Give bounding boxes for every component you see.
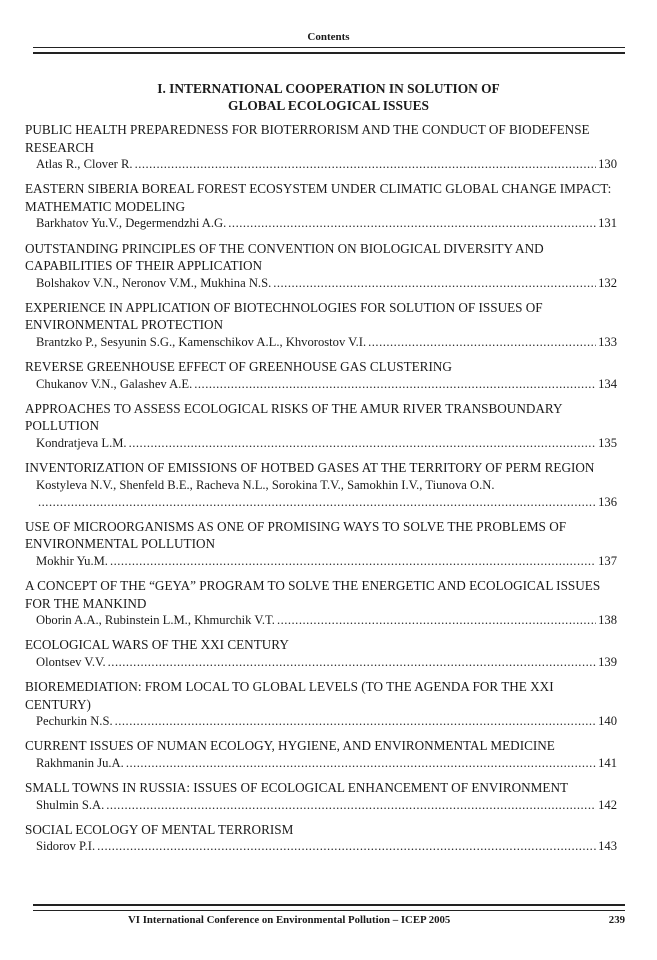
entry-author-line xyxy=(25,553,617,570)
entry-authors: Atlas R., Clover R. xyxy=(36,157,133,172)
contents-entry[interactable] xyxy=(25,577,617,629)
entry-title: A CONCEPT OF THE “GEYA” PROGRAM TO SOLVE THE ENERGETIC AND ECOLOGICAL ISSUES FOR THE MANKIND xyxy=(25,578,601,611)
dot-leader xyxy=(273,275,596,292)
entry-title: USE OF MICROORGANISMS AS ONE OF PROMISING WAYS TO SOLVE THE PROBLEMS OF ENVIRONMENTAL POLLUTION xyxy=(25,518,567,552)
entry-authors: Sidorov P.I. xyxy=(36,839,96,854)
entry-page-number: 140 xyxy=(598,714,617,729)
entry-page-number: 130 xyxy=(598,157,617,172)
entry-page-number: 132 xyxy=(598,275,617,290)
entry-authors: Kostyleva N.V., Shenfeld B.E., Racheva N.L., Sorokina T.V., Samokhin I.V., Tiunova O.N. xyxy=(36,477,495,492)
entry-author-line xyxy=(25,838,617,855)
contents-entry[interactable] xyxy=(25,121,617,173)
entry-authors: Oborin A.A., Rubinstein L.M., Khmurchik V.T. xyxy=(36,613,275,628)
entry-page-number: 131 xyxy=(598,216,617,231)
footer-double-rule xyxy=(33,904,625,911)
entry-author-line xyxy=(25,275,617,292)
entry-author-line xyxy=(25,156,617,173)
entry-author-line xyxy=(25,713,617,730)
entry-authors: Barkhatov Yu.V., Degermendzhi A.G. xyxy=(36,216,227,231)
entry-author-line xyxy=(25,654,617,671)
entry-page-number: 143 xyxy=(598,839,617,854)
entry-authors: Olontsev V.V. xyxy=(36,654,106,669)
entry-title: APPROACHES TO ASSESS ECOLOGICAL RISKS OF THE AMUR RIVER TRANSBOUNDARY POLLUTION xyxy=(25,400,563,434)
dot-leader xyxy=(129,435,597,452)
dot-leader xyxy=(126,755,596,772)
entry-page-number: 141 xyxy=(598,755,617,770)
entry-page-number: 133 xyxy=(598,335,617,350)
entry-page-number: 136 xyxy=(598,494,617,509)
entry-title: SOCIAL ECOLOGY OF MENTAL TERRORISM xyxy=(25,821,294,837)
dot-leader xyxy=(228,215,596,232)
page-header-title: Contents xyxy=(307,31,350,43)
contents-entry[interactable] xyxy=(25,518,617,570)
contents-entry[interactable] xyxy=(25,299,617,351)
entry-author-line xyxy=(25,376,617,393)
entry-title: ECOLOGICAL WARS OF THE XXI CENTURY xyxy=(25,637,289,653)
entry-authors: Rakhmanin Ju.A. xyxy=(36,755,124,770)
dot-leader xyxy=(368,334,596,351)
contents-list xyxy=(25,121,617,862)
entry-page-number: 135 xyxy=(598,436,617,450)
contents-entry[interactable] xyxy=(25,459,617,511)
entry-authors: Brantzko P., Sesyunin S.G., Kamenschikov A.L., Khvorostov V.I. xyxy=(36,335,367,350)
contents-entry[interactable] xyxy=(25,180,617,232)
dot-leader xyxy=(108,654,596,671)
contents-entry[interactable] xyxy=(25,636,617,671)
dot-leader xyxy=(38,494,596,511)
entry-authors: Mokhir Yu.M. xyxy=(36,553,108,568)
dot-leader xyxy=(97,838,596,855)
entry-title: INVENTORIZATION OF EMISSIONS OF HOTBED GASES AT THE TERRITORY OF PERM REGION xyxy=(25,460,595,476)
contents-entry[interactable] xyxy=(25,358,617,393)
dot-leader xyxy=(277,612,596,629)
contents-entry[interactable] xyxy=(25,821,617,856)
entry-page-number: 142 xyxy=(598,797,617,812)
footer-conference-name: VI International Conference on Environmental Pollution – ICEP 2005 xyxy=(128,914,451,926)
section-title-line-1: I. INTERNATIONAL COOPERATION IN SOLUTION OF xyxy=(157,81,500,96)
entry-title: CURRENT ISSUES OF NUMAN ECOLOGY, HYGIENE, AND ENVIRONMENTAL MEDICINE xyxy=(25,738,555,754)
entry-authors: Shulmin S.A. xyxy=(36,797,105,812)
section-title-line-2: GLOBAL ECOLOGICAL ISSUES xyxy=(228,98,429,113)
contents-entry[interactable] xyxy=(25,737,617,772)
entry-authors: Bolshakov V.N., Neronov V.M., Mukhina N.S. xyxy=(36,275,272,290)
dot-leader xyxy=(194,376,596,393)
contents-entry[interactable] xyxy=(25,240,617,292)
entry-page-number: 137 xyxy=(598,553,617,568)
contents-entry[interactable] xyxy=(25,678,617,730)
section-title xyxy=(0,80,657,114)
entry-title: PUBLIC HEALTH PREPAREDNESS FOR BIOTERRORISM AND THE CONDUCT OF BIODEFENSE RESEARCH xyxy=(25,122,590,155)
entry-authors: Chukanov V.N., Galashev A.E. xyxy=(36,376,193,391)
dot-leader xyxy=(106,797,596,814)
entry-authors: Kondratjeva L.M. xyxy=(36,436,127,450)
contents-entry[interactable] xyxy=(25,400,617,452)
entry-title: BIOREMEDIATION: FROM LOCAL TO GLOBAL LEVELS (TO THE AGENDA FOR THE XXI CENTURY) xyxy=(25,679,554,712)
entry-author-line xyxy=(25,612,617,629)
entry-author-line xyxy=(25,435,617,452)
entry-author-line xyxy=(25,334,617,351)
entry-page-number: 139 xyxy=(598,654,617,669)
entry-title: REVERSE GREENHOUSE EFFECT OF GREENHOUSE GAS CLUSTERING xyxy=(25,359,452,375)
entry-author-line xyxy=(25,755,617,772)
dot-leader xyxy=(135,156,597,173)
entry-page-number: 138 xyxy=(598,613,617,628)
entry-authors: Pechurkin N.S. xyxy=(36,714,113,729)
entry-author-line xyxy=(25,797,617,814)
footer-page-number: 239 xyxy=(608,914,625,926)
dot-leader xyxy=(110,553,596,570)
entry-author-line xyxy=(25,215,617,232)
entry-page-number: 134 xyxy=(598,376,617,391)
entry-title: EASTERN SIBERIA BOREAL FOREST ECOSYSTEM UNDER CLIMATIC GLOBAL CHANGE IMPACT: MATHEMATIC MODELING xyxy=(25,181,612,214)
entry-title: SMALL TOWNS IN RUSSIA: ISSUES OF ECOLOGICAL ENHANCEMENT OF ENVIRONMENT xyxy=(25,780,569,795)
entry-author-line xyxy=(25,494,617,511)
entry-title: EXPERIENCE IN APPLICATION OF BIOTECHNOLOGIES FOR SOLUTION OF ISSUES OF ENVIRONMENTAL PROTECTION xyxy=(25,299,543,333)
contents-entry[interactable] xyxy=(25,779,617,814)
header-double-rule xyxy=(33,47,625,54)
dot-leader xyxy=(115,713,597,730)
entry-title: OUTSTANDING PRINCIPLES OF THE CONVENTION ON BIOLOGICAL DIVERSITY AND CAPABILITIES OF THEIR APPLICATION xyxy=(25,240,544,274)
